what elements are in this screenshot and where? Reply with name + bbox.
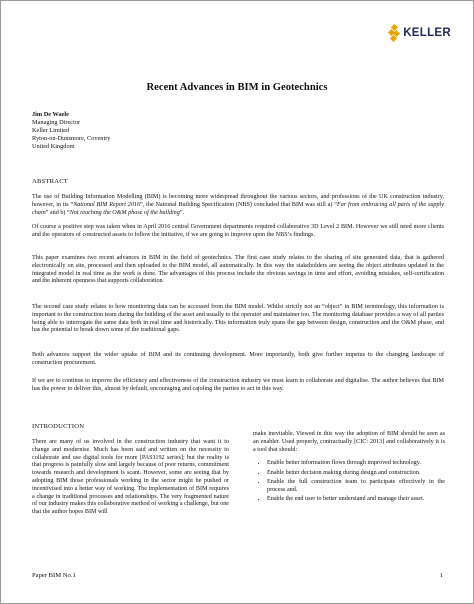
list-item: • Enable better decision making during design and construction. [267,470,445,478]
introduction-heading: INTRODUCTION [32,423,85,430]
abstract-heading: ABSTRACT [32,178,69,185]
abstract-paragraph-6: If we are to continue to improve the efficiency and effectiveness of the construction industry we must learn to collaborate and digitalise. The author believes that BIM has the power to deliver this, almost by default, encouraging and cajoling the parties to act in this way. [32,378,444,392]
list-item: • Enable the end user to better understand and manage their asset. [267,496,445,504]
keller-diamond-icon [389,25,400,41]
abstract-paragraph-1: The use of Building Information Modelling (BIM) is becoming more widespread throughout the various sectors, and professions of the UK construction industry, however, in its “National BIM Report 2016”, the National Building Specification (NBS) concluded that BIM was still a) “Far from embracing all parts of the supply chain” and b) “Not reaching the O&M phase of the building”. [32,194,444,216]
benefits-list [253,460,445,503]
author-name: Jim De Waele [32,111,69,118]
footer-paper-label: Paper BIM No.1 [32,572,76,579]
author-block [32,111,110,151]
introduction-right-text: make inevitable. Viewed in this way the adoption of BIM should be seen as an enabler. Used properly, contractually [CIC: 2013] and collaboratively it is a tool that should: [253,431,445,453]
author-country: United Kingdom [32,143,75,150]
introduction-right-column [253,431,445,505]
footer-page-number: 1 [439,572,443,579]
paper-title: Recent Advances in BIM in Geotechnics [146,82,328,93]
list-item: • Enable better information flows through improved technology. [267,460,445,468]
keller-logo [389,25,451,41]
introduction-left-text: There are many of us involved in the construction industry that want it to change and modernise. Much has been said and written on the necessity to collaborate and use digital tools for more [PAS1192 series]; but the reality is that progress is painfully slow and largely because of poor returns, commitment towards research and development is scant. However, some are seeing that by adopting BIM those professionals working in the sector might be pushed or incentivised into a better way of working. The implementation of BIM requires a change in traditional processes and relationships. The very fragmented nature of our industry makes this collaborative method of working a challenge, but one that the author hopes BIM will [32,439,229,516]
logo-wordmark: KELLER [403,27,451,39]
abstract-paragraph-5: Both advances support the wider uptake of BIM and its continuing development. More importantly, both give further impetus to the changing landscape of construction procurement. [32,352,444,366]
author-town: Ryton-on-Dunsmore, Coventry [32,135,111,142]
abstract-paragraph-3: This paper examines two recent advances in BIM in the field of geotechnics. The first case study relates to the sharing of site generated data, that is gathered electronically on site, processed and then uploaded to the BIM model, all automatically. In this way the stakeholders are seeing the object attributes updated in the integrated model in real time as the work is done. The advantages of this process include the obvious savings in time and effort, avoiding mistakes, self-certification and the inherent openness that supports collaboration. [32,255,444,285]
abstract-paragraph-2: Of course a positive step was taken when in April 2016 central Government departments required collaborative 3D Level 2 BIM. However we still need more clients and the operators of constructed assets to follow the initiative, if we are going to improve upon the NBS’s findings. [32,224,444,238]
abstract-paragraph-4: The second case study relates to how monitoring data can be accessed from the BIM model. Whilst strictly not an “object” in BIM terminology, this information is important to the construction team during the building of the asset and usually to the operator and maintainer too. The monitoring database provides a way of all parties being able to interrogate the same data both in real time and historically. This information truly spans the gap between design, construction and the O&M phase, and has the potential to break down some of the traditional gaps. [32,304,444,334]
list-item: • Enable the full construction team to participate effectively in the process and. [267,479,445,495]
author-company: Keller Limited [32,127,70,134]
introduction-left-column [32,439,229,517]
author-role: Managing Director [32,119,81,126]
